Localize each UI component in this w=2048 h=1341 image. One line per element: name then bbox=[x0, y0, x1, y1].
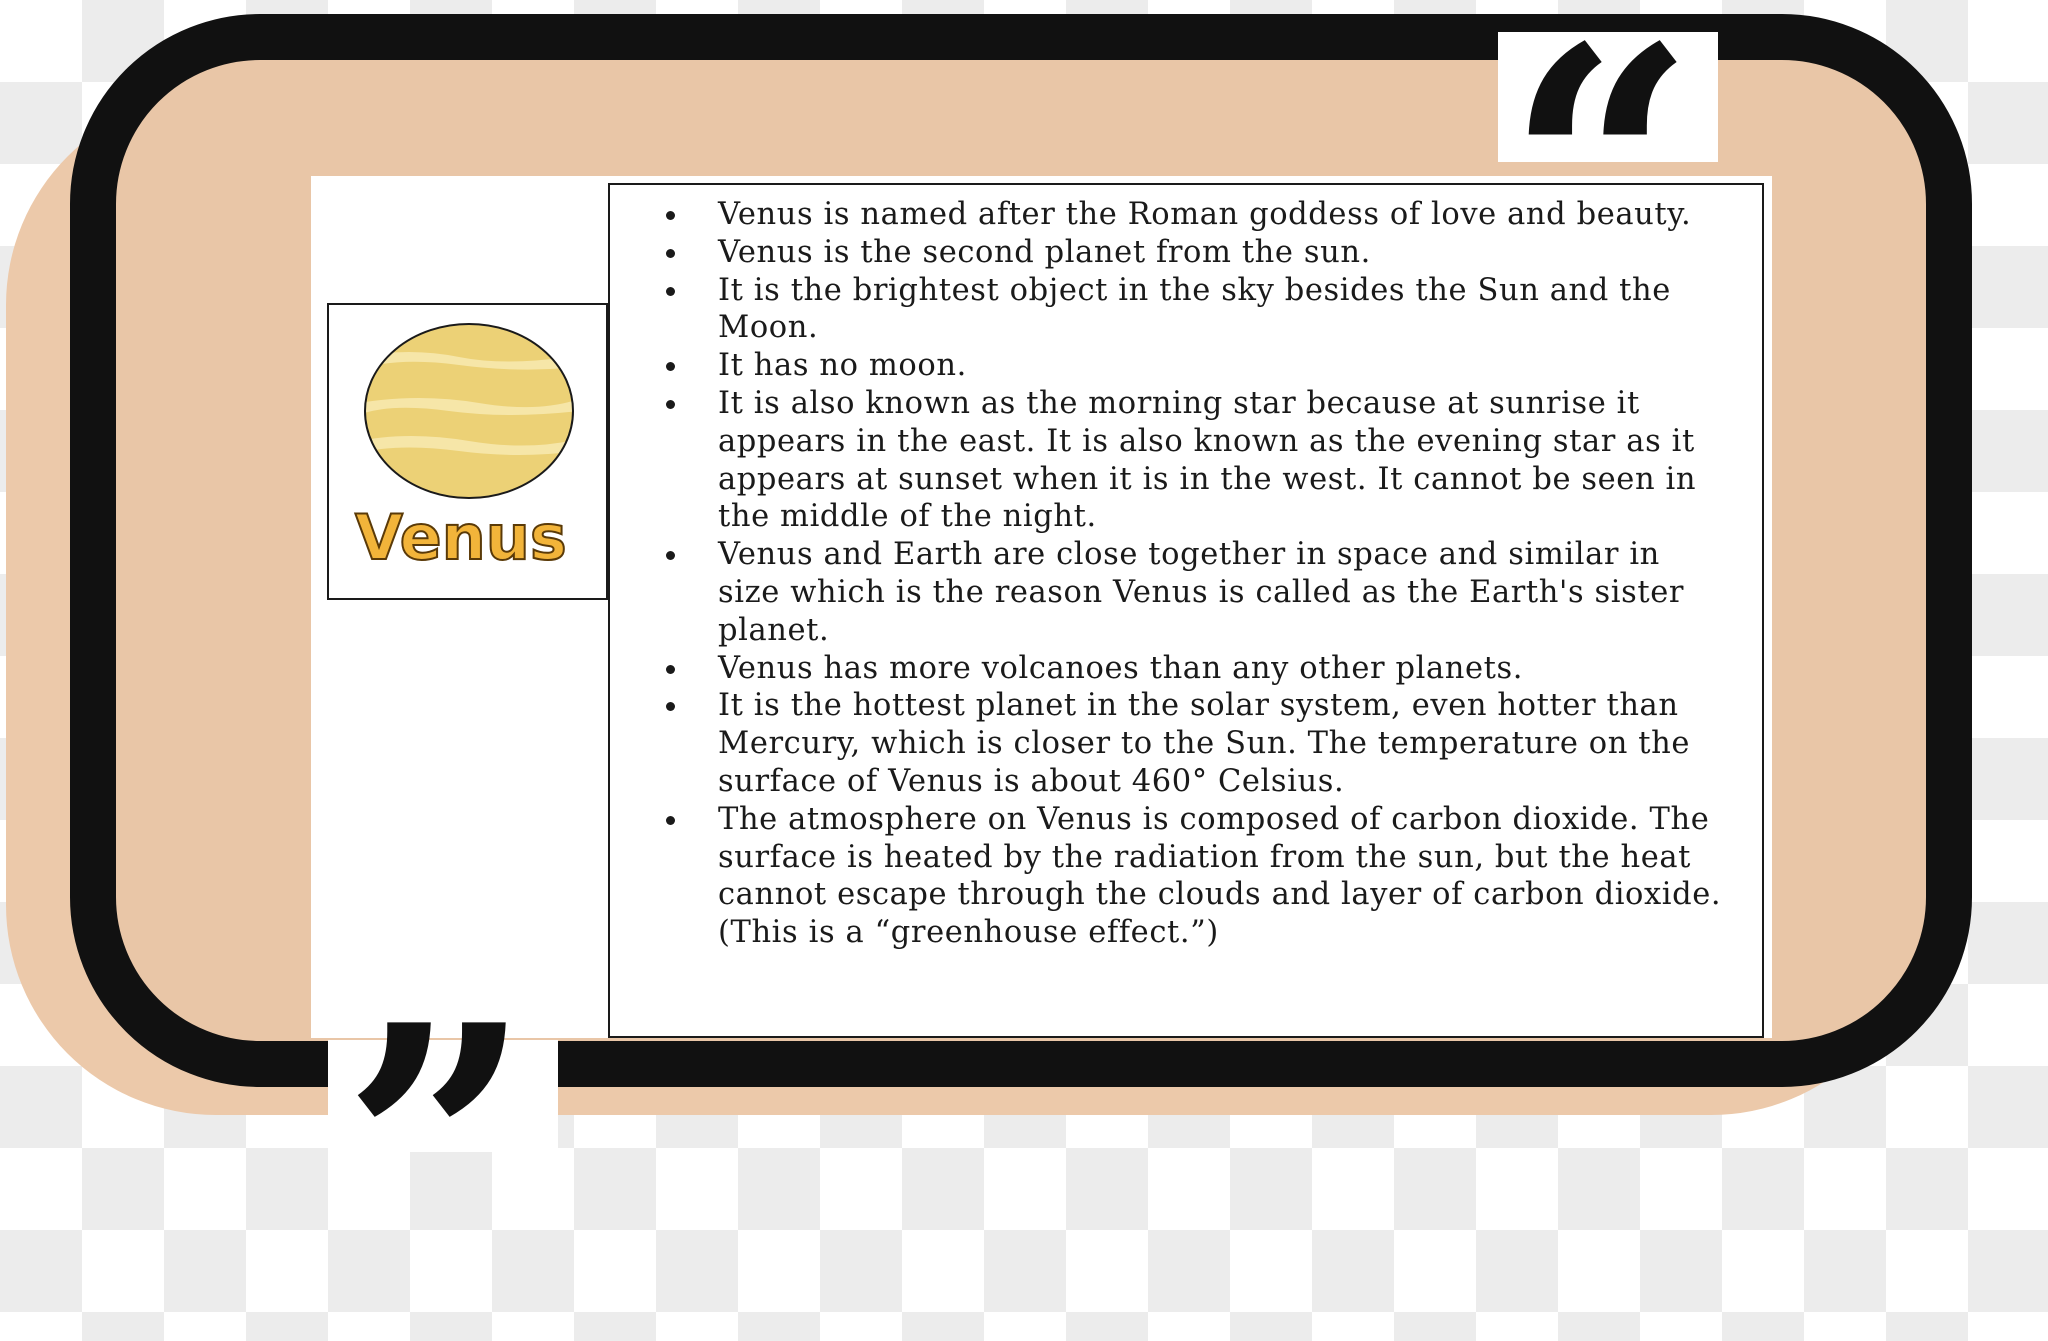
facts-list bbox=[666, 196, 1726, 952]
bullet-icon bbox=[666, 287, 675, 296]
bullet-icon bbox=[666, 362, 675, 371]
open-quote-icon bbox=[1498, 32, 1718, 162]
list-item: It is also known as the morning star because at sunrise it appears in the east. It is also known as the evening star as it appears at sunset when it is in the west. It cannot be seen in the middle of the night. bbox=[666, 385, 1726, 536]
facts-box bbox=[608, 183, 1764, 1038]
list-item: Venus is named after the Roman goddess of love and beauty. bbox=[666, 196, 1726, 234]
list-item: The atmosphere on Venus is composed of carbon dioxide. The surface is heated by the radiation from the sun, but the heat cannot escape through the clouds and layer of carbon dioxide. (This is a “greenhouse effect.”) bbox=[666, 801, 1726, 952]
bullet-icon bbox=[666, 551, 675, 560]
list-item: Venus and Earth are close together in space and similar in size which is the reason Venus is called as the Earth's sister planet. bbox=[666, 536, 1726, 649]
venus-image-box bbox=[327, 303, 608, 600]
close-quote-icon: ” bbox=[328, 1040, 558, 1152]
bullet-icon bbox=[666, 211, 675, 220]
bullet-icon bbox=[666, 702, 675, 711]
list-item: Venus has more volcanoes than any other planets. bbox=[666, 650, 1726, 688]
bullet-icon bbox=[666, 665, 675, 674]
bullet-icon bbox=[666, 249, 675, 258]
bullet-icon bbox=[666, 816, 675, 825]
list-item: It has no moon. bbox=[666, 347, 1726, 385]
list-item: It is the hottest planet in the solar system, even hotter than Mercury, which is closer to the Sun. The temperature on the surface of Venus is about 460° Celsius. bbox=[666, 687, 1726, 800]
venus-planet-illustration bbox=[349, 315, 589, 585]
list-item: Venus is the second planet from the sun. bbox=[666, 234, 1726, 272]
bullet-icon bbox=[666, 400, 675, 409]
list-item: It is the brightest object in the sky besides the Sun and the Moon. bbox=[666, 272, 1726, 348]
venus-label: Venus bbox=[355, 501, 567, 574]
